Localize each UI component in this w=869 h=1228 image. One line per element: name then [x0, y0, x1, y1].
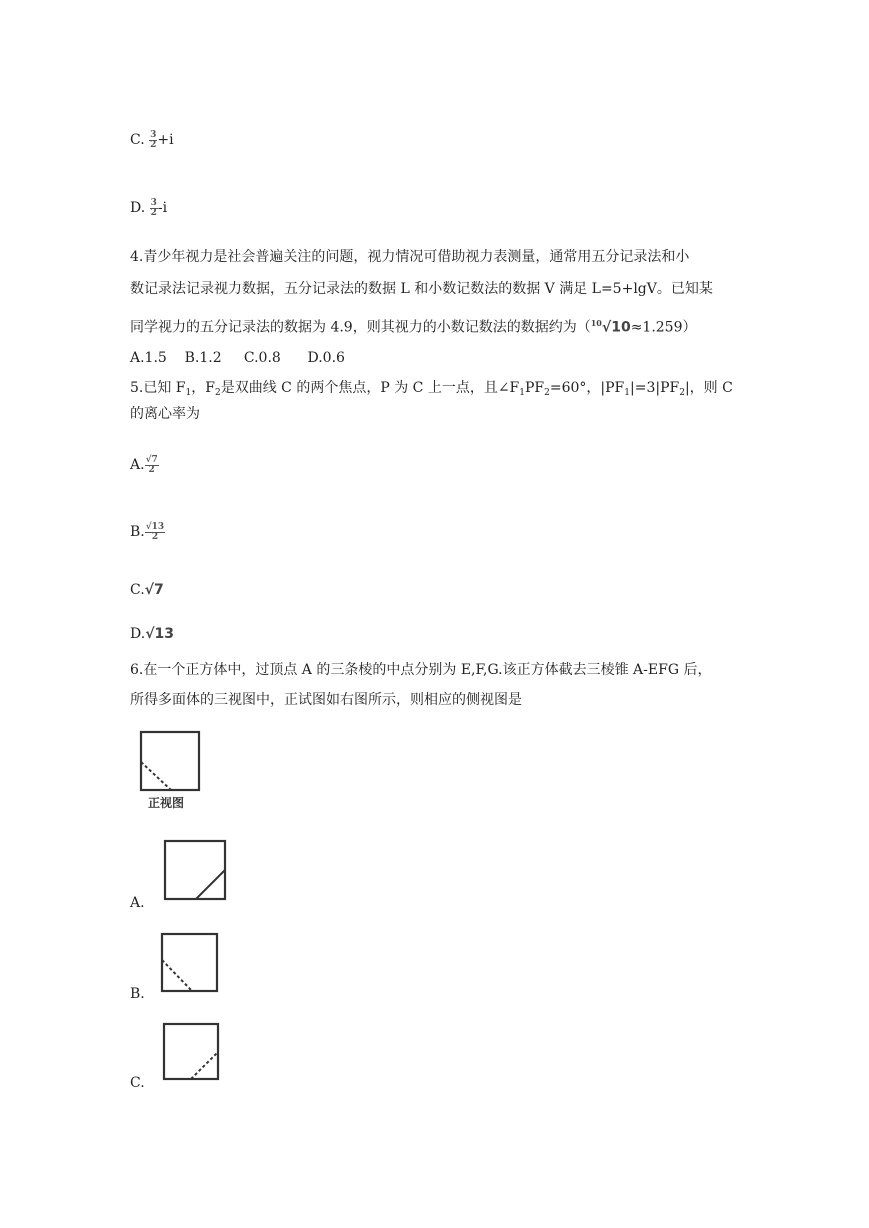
- subscript: 2: [679, 388, 685, 398]
- q6-option-b-figure: [155, 928, 235, 1000]
- radical: √7: [144, 582, 164, 598]
- fraction: [150, 199, 158, 218]
- q5-text: |=3|PF: [630, 380, 680, 396]
- numerator: √13: [145, 521, 165, 532]
- option-label: C.: [130, 582, 145, 598]
- q5-option-b: [130, 522, 165, 542]
- option-b-square: [162, 934, 217, 991]
- q6-option-b-label: B.: [130, 986, 145, 1002]
- option-b-dashed-edge: [162, 960, 192, 991]
- denominator: 2: [148, 464, 155, 475]
- option-a-drawing: [158, 835, 248, 910]
- option-label: C.: [130, 132, 145, 148]
- q4-line-3: [130, 313, 697, 338]
- front-view-figure: [130, 725, 225, 815]
- front-view-square: [141, 732, 199, 790]
- subscript: 2: [544, 388, 550, 398]
- denominator: 2: [150, 139, 157, 150]
- q4-line-1: 4.青少年视力是社会普遍关注的问题，视力情况可借助视力表测量，通常用五分记录法和小: [130, 249, 690, 265]
- root-index: 10: [590, 318, 602, 328]
- option-c-drawing: [157, 1018, 237, 1088]
- q4-options: A.1.5 B.1.2 C.0.8 D.0.6: [130, 350, 345, 366]
- numerator: 3: [150, 129, 157, 140]
- front-view-dashed-edge: [141, 762, 171, 790]
- subscript: 1: [519, 388, 525, 398]
- denominator: 2: [150, 207, 157, 218]
- q6-line-1: 6.在一个正方体中，过顶点 A 的三条棱的中点分别为 E,F,G.该正方体截去三棱锥 A-EFG 后，: [130, 662, 712, 678]
- radical: √10: [601, 319, 631, 336]
- q5-text: =60°，|PF: [549, 380, 625, 396]
- fraction: [145, 523, 165, 542]
- denominator: 2: [151, 531, 159, 542]
- option-a-solid-edge: [196, 870, 225, 899]
- subscript: 1: [624, 388, 631, 398]
- q5-text: ，F: [191, 380, 215, 396]
- option-b-drawing: [155, 928, 235, 1000]
- numerator: √7: [145, 454, 158, 465]
- option-c-dashed-edge: [191, 1052, 218, 1079]
- q5-option-d: [130, 624, 174, 644]
- numerator: 3: [150, 197, 157, 208]
- option-a-square: [165, 841, 225, 899]
- option-label: B.: [130, 524, 145, 540]
- q3-option-c: [130, 130, 174, 150]
- subscript: 2: [214, 388, 221, 398]
- option-label: A.: [130, 457, 145, 473]
- radical: √13: [145, 626, 175, 642]
- q5-text: 是双曲线 C 的两个焦点，P 为 C 上一点，且∠F: [220, 380, 520, 396]
- q6-option-c-label: C.: [130, 1075, 145, 1091]
- option-label: D.: [130, 200, 146, 216]
- q5-line-2: 的离心率为: [130, 406, 200, 422]
- q6-option-a-label: A.: [130, 895, 145, 911]
- q5-text: |，则 C: [684, 380, 733, 396]
- q3-option-d: [130, 198, 167, 218]
- front-view-caption: 正视图: [148, 796, 185, 810]
- q6-option-c-figure: [157, 1018, 237, 1088]
- option-label: D.: [130, 626, 146, 642]
- q6-option-a-figure: [158, 835, 248, 910]
- q5-option-a: [130, 455, 159, 475]
- option-tail: -i: [157, 200, 168, 216]
- q5-option-c: [130, 580, 164, 600]
- option-tail: +i: [157, 132, 174, 148]
- q5-text: 5.已知 F: [130, 380, 186, 396]
- option-c-square: [164, 1024, 218, 1079]
- fraction: [145, 456, 159, 475]
- q4-line-2: 数记录法记录视力数据，五分记录法的数据 L 和小数记数法的数据 V 满足 L=5+lgV。已知某: [130, 281, 713, 297]
- q6-line-2: 所得多面体的三视图中，正试图如右图所示，则相应的侧视图是: [130, 692, 522, 708]
- q4-line-3-text: 同学视力的五分记录法的数据为 4.9，则其视力的小数记数法的数据约为（: [130, 319, 591, 336]
- subscript: 1: [185, 388, 192, 398]
- q5-text: PF: [525, 380, 545, 396]
- q4-line-3-tail: ≈1.259）: [630, 319, 697, 336]
- q5-line-1: [130, 378, 733, 403]
